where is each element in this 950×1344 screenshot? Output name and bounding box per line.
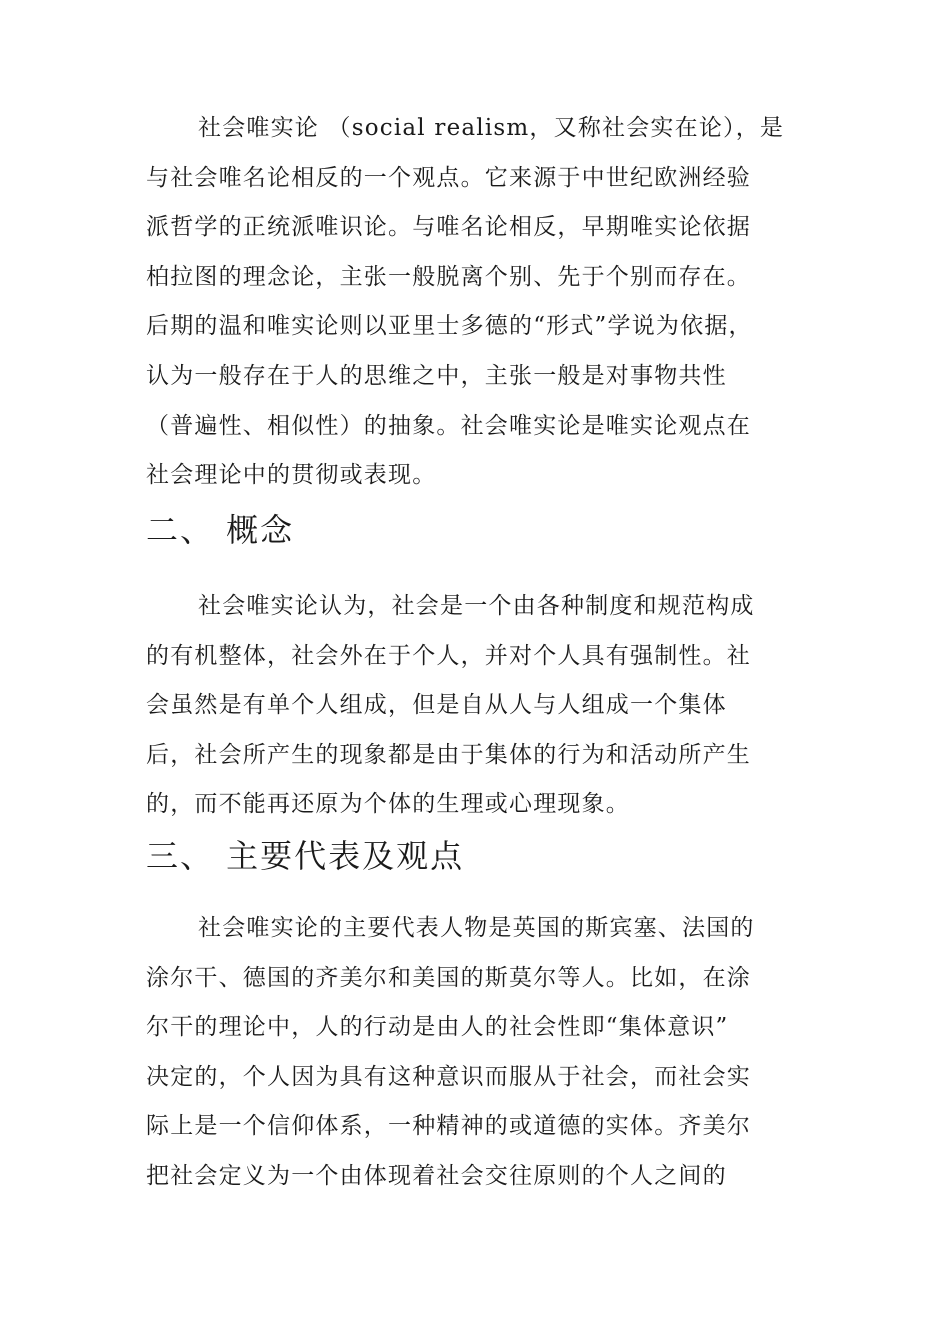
paragraph-line: 派哲学的正统派唯识论。与唯名论相反，早期唯实论依据	[146, 214, 751, 241]
section-heading-concept: 二、 概念	[146, 511, 295, 549]
paragraph-line: （普遍性、相似性）的抽象。社会唯实论是唯实论观点在	[146, 412, 751, 439]
paragraph-line: 决定的，个人因为具有这种意识而服从于社会，而社会实	[146, 1063, 751, 1090]
section-heading-representatives: 三、 主要代表及观点	[146, 837, 465, 875]
paragraph-line: 认为一般存在于人的思维之中，主张一般是对事物共性	[146, 362, 727, 389]
paragraph-line: 柏拉图的理念论，主张一般脱离个别、先于个别而存在。	[146, 263, 751, 290]
paragraph-line: 会虽然是有单个人组成，但是自从人与人组成一个集体	[146, 692, 727, 719]
paragraph-line: 社会唯实论的主要代表人物是英国的斯宾塞、法国的	[198, 915, 755, 941]
paragraph-line: 的，而不能再还原为个体的生理或心理现象。	[146, 791, 630, 818]
paragraph-line: 后，社会所产生的现象都是由于集体的行为和活动所产生	[146, 741, 751, 768]
paragraph-intro	[146, 104, 784, 501]
paragraph-line: 际上是一个信仰体系，一种精神的或道德的实体。齐美尔	[146, 1113, 751, 1140]
paragraph-line: 涂尔干、德国的齐美尔和美国的斯莫尔等人。比如，在涂	[146, 964, 751, 991]
paragraph-line: 与社会唯名论相反的一个观点。它来源于中世纪欧洲经验	[146, 164, 751, 191]
paragraph-representatives	[146, 904, 755, 1202]
paragraph-line: 社会理论中的贯彻或表现。	[146, 462, 437, 489]
paragraph-line: 后期的温和唯实论则以亚里士多德的“形式”学说为依据，	[146, 313, 753, 340]
paragraph-concept	[146, 582, 755, 830]
paragraph-line: 的有机整体，社会外在于个人，并对个人具有强制性。社	[146, 642, 751, 669]
paragraph-line: 社会唯实论 （social realism，又称社会实在论），是	[198, 115, 785, 141]
paragraph-line: 尔干的理论中，人的行动是由人的社会性即“集体意识”	[146, 1014, 729, 1041]
paragraph-line: 把社会定义为一个由体现着社会交往原则的个人之间的	[146, 1162, 727, 1189]
paragraph-line: 社会唯实论认为，社会是一个由各种制度和规范构成	[198, 593, 755, 619]
